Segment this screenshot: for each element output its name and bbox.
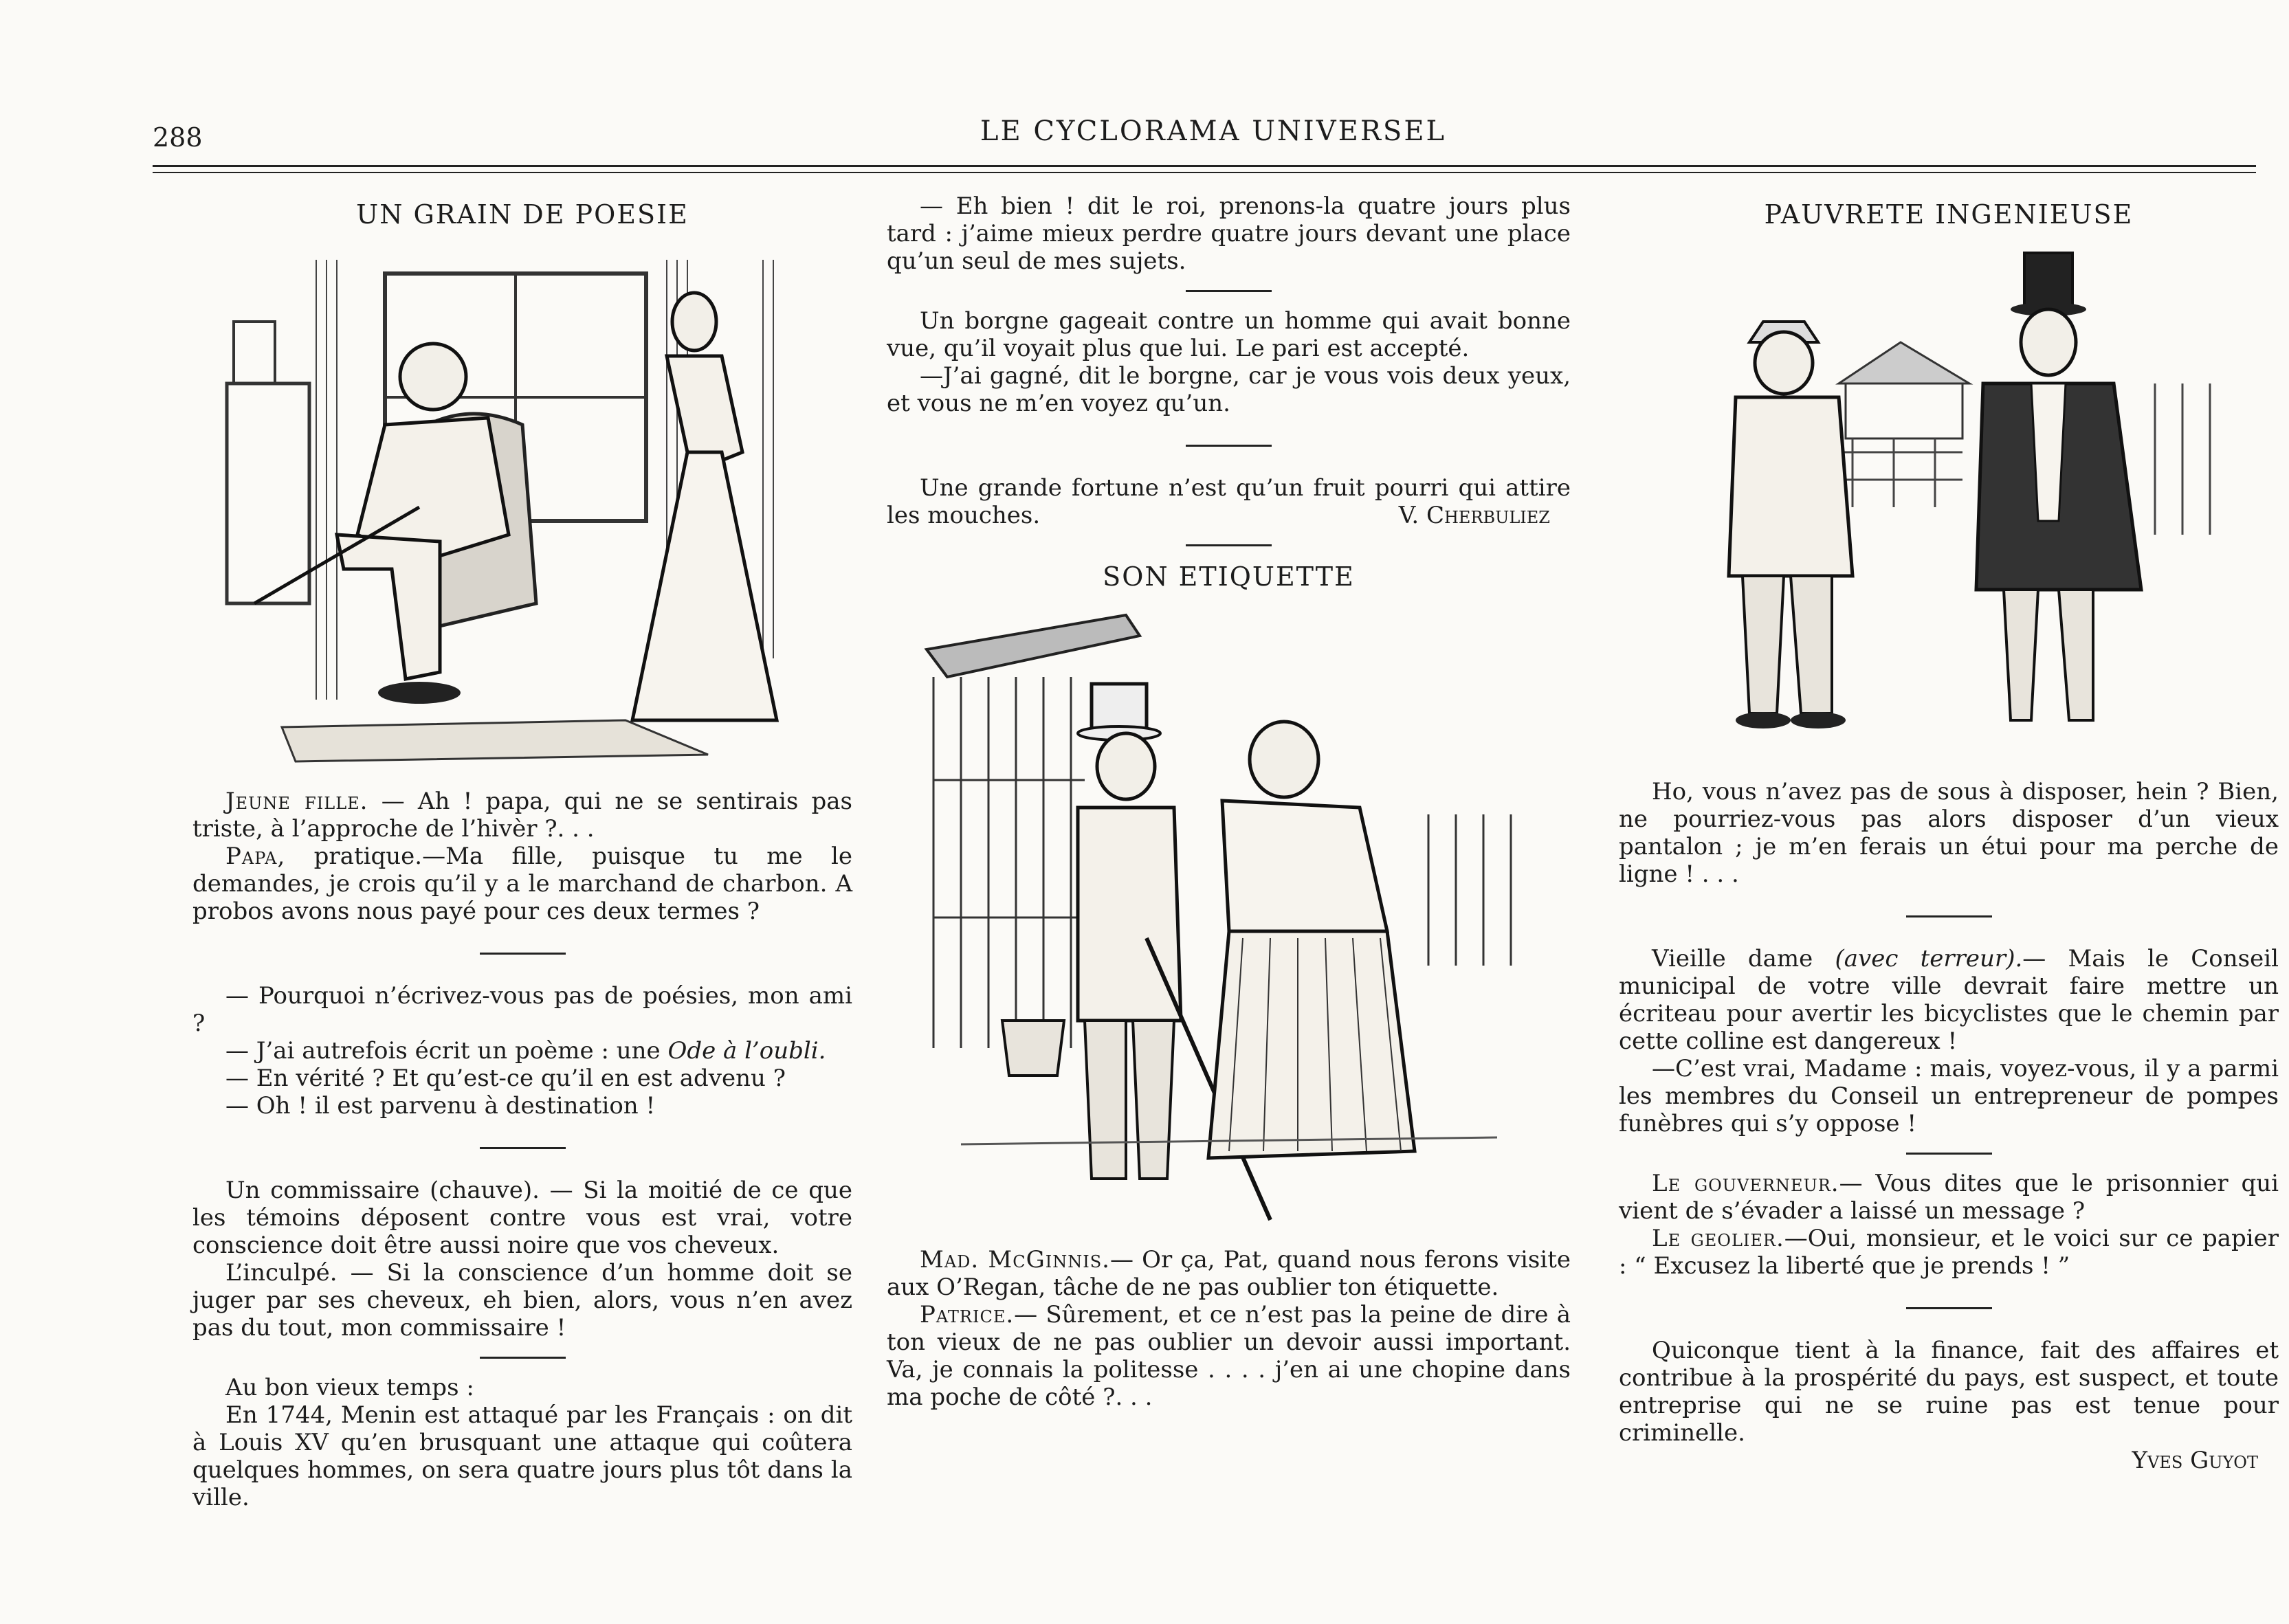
speaker-gouverneur: Le gouverneur. xyxy=(1652,1170,1839,1197)
stage-direction-terreur: (avec terreur). xyxy=(1835,945,2023,972)
separator xyxy=(1906,1307,1992,1309)
separator xyxy=(480,1147,566,1149)
separator xyxy=(1906,1153,1992,1155)
text-patrice: — Sûrement, et ce n’est pas la peine de dire à ton vieux de ne pas oublier un devoir aussi important. Va, je connais la politesse . . . . j’en ai une chopine dans ma poche de côté ?. . . xyxy=(887,1301,1571,1411)
separator xyxy=(1906,915,1992,917)
left-column xyxy=(192,192,852,1511)
middle-column xyxy=(887,192,1571,1411)
separator xyxy=(1186,290,1272,292)
speaker-patrice: Patrice. xyxy=(920,1301,1015,1328)
text-vieille-dame: — Mais le Conseil municipal de votre ville devrait faire mettre un écriteau pour avertir les bicyclistes que le chemin par cette colline est dangereux ! xyxy=(1619,945,2279,1055)
illustration-beggar-gentleman xyxy=(1674,246,2224,761)
header-rule-top xyxy=(153,165,2256,167)
separator xyxy=(480,953,566,955)
text-gouverneur: — Vous dites que le prisonnier qui vient de s’évader a laissé un message ? xyxy=(1619,1170,2279,1225)
paragraph-fortune: Une grande fortune n’est qu’un fruit pourri qui attire les mouches. xyxy=(887,474,1571,529)
text-geolier: —Oui, monsieur, et le voici sur ce papier : “ Excusez la liberté que je prends ! ” xyxy=(1619,1225,2279,1280)
speaker-jeune-fille: Jeune fille. xyxy=(225,788,368,815)
paragraph-borgne-reply: —J’ai gagné, dit le borgne, car je vous vois deux yeux, et vous ne m’en voyez qu’un. xyxy=(887,362,1571,417)
paragraph-borgne: Un borgne gageait contre un homme qui avait bonne vue, qu’il voyait plus que lui. Le pari est accepté. xyxy=(887,307,1571,362)
paragraph-finance: Quiconque tient à la finance, fait des affaires et contribue à la prospérité du pays, est suspect, et toute entreprise qui ne se ruine pas est tenue pour criminelle. xyxy=(1619,1337,2279,1447)
dialogue-line-3: — En vérité ? Et qu’est-ce qu’il en est advenu ? xyxy=(225,1065,786,1092)
speaker-papa: Papa, xyxy=(225,843,286,870)
illustration-couple xyxy=(920,608,1538,1227)
paragraph-roi: — Eh bien ! dit le roi, prenons-la quatre jours plus tard : j’aime mieux perdre quatre jours devant une place qu’un seul de mes sujets. xyxy=(887,192,1571,275)
page-number: 288 xyxy=(153,122,203,153)
paragraph-menin: En 1744, Menin est attaqué par les Français : on dit à Louis XV qu’en brusquant une attaque qui coûtera quelques hommes, on sera quatre jours plus tôt dans la ville. xyxy=(192,1401,852,1511)
paragraph-inculpe: L’inculpé. — Si la conscience d’un homme doit se juger par ses cheveux, eh bien, alors, vous n’en avez pas du tout, mon commissaire ! xyxy=(192,1259,852,1342)
speaker-mad-mcginnis: Mad. McGinnis. xyxy=(920,1246,1110,1273)
masthead-title: LE CYCLORAMA UNIVERSEL xyxy=(980,115,1447,147)
separator xyxy=(1186,544,1272,546)
right-column xyxy=(1619,192,2279,1474)
dialogue-line-4: — Oh ! il est parvenu à destination ! xyxy=(225,1092,656,1120)
section-title-grain: UN GRAIN DE POESIE xyxy=(356,199,689,230)
paragraph-madame-reply: —C’est vrai, Madame : mais, voyez-vous, il y a parmi les membres du Conseil un entrepreneur de pompes funèbres qui s’y oppose ! xyxy=(1619,1055,2279,1137)
dialogue-line-1: — Pourquoi n’écrivez-vous pas de poésies, mon ami ? xyxy=(192,982,852,1037)
text-mad-mcginnis: — Or ça, Pat, quand nous ferons visite aux O’Regan, tâche de ne pas oublier ton étiquette. xyxy=(887,1246,1571,1301)
separator xyxy=(480,1357,566,1359)
paragraph-bon-vieux-temps: Au bon vieux temps : xyxy=(225,1374,474,1401)
text-jeune-fille: — Ah ! papa, qui ne se sentirais pas triste, à l’approche de l’hivèr ?. . . xyxy=(192,788,852,843)
signature-cherbuliez: V. Cherbuliez xyxy=(1398,502,1550,529)
paragraph-commissaire: Un commissaire (chauve). — Si la moitié de ce que les témoins déposent contre vous est vrai, votre conscience doit être aussi noire que vos cheveux. xyxy=(192,1177,852,1259)
separator xyxy=(1186,445,1272,447)
section-title-pauvrete: PAUVRETE INGENIEUSE xyxy=(1764,199,2134,230)
section-title-etiquette: SON ETIQUETTE xyxy=(1103,561,1355,592)
speaker-vieille-dame: Vieille dame xyxy=(1652,945,1813,972)
text-papa: pratique.—Ma fille, puisque tu me le demandes, je crois qu’il y a le marchand de charbon. A probos avons nous payé pour ces deux termes ? xyxy=(192,843,853,925)
dialogue-line-2: — J’ai autrefois écrit un poème : une xyxy=(225,1037,661,1065)
paragraph-ho: Ho, vous n’avez pas de sous à disposer, hein ? Bien, ne pourriez-vous pas alors disposer d’un vieux pantalon ; je m’en ferais un étui pour ma perche de ligne ! . . . xyxy=(1619,778,2279,888)
illustration-father-daughter xyxy=(213,246,832,768)
speaker-geolier: Le geolier. xyxy=(1652,1225,1784,1252)
signature-guyot: Yves Guyot xyxy=(2132,1447,2258,1474)
header-rule-bottom xyxy=(153,172,2256,173)
dialogue-line-2-title: Ode à l’oubli. xyxy=(667,1037,826,1065)
